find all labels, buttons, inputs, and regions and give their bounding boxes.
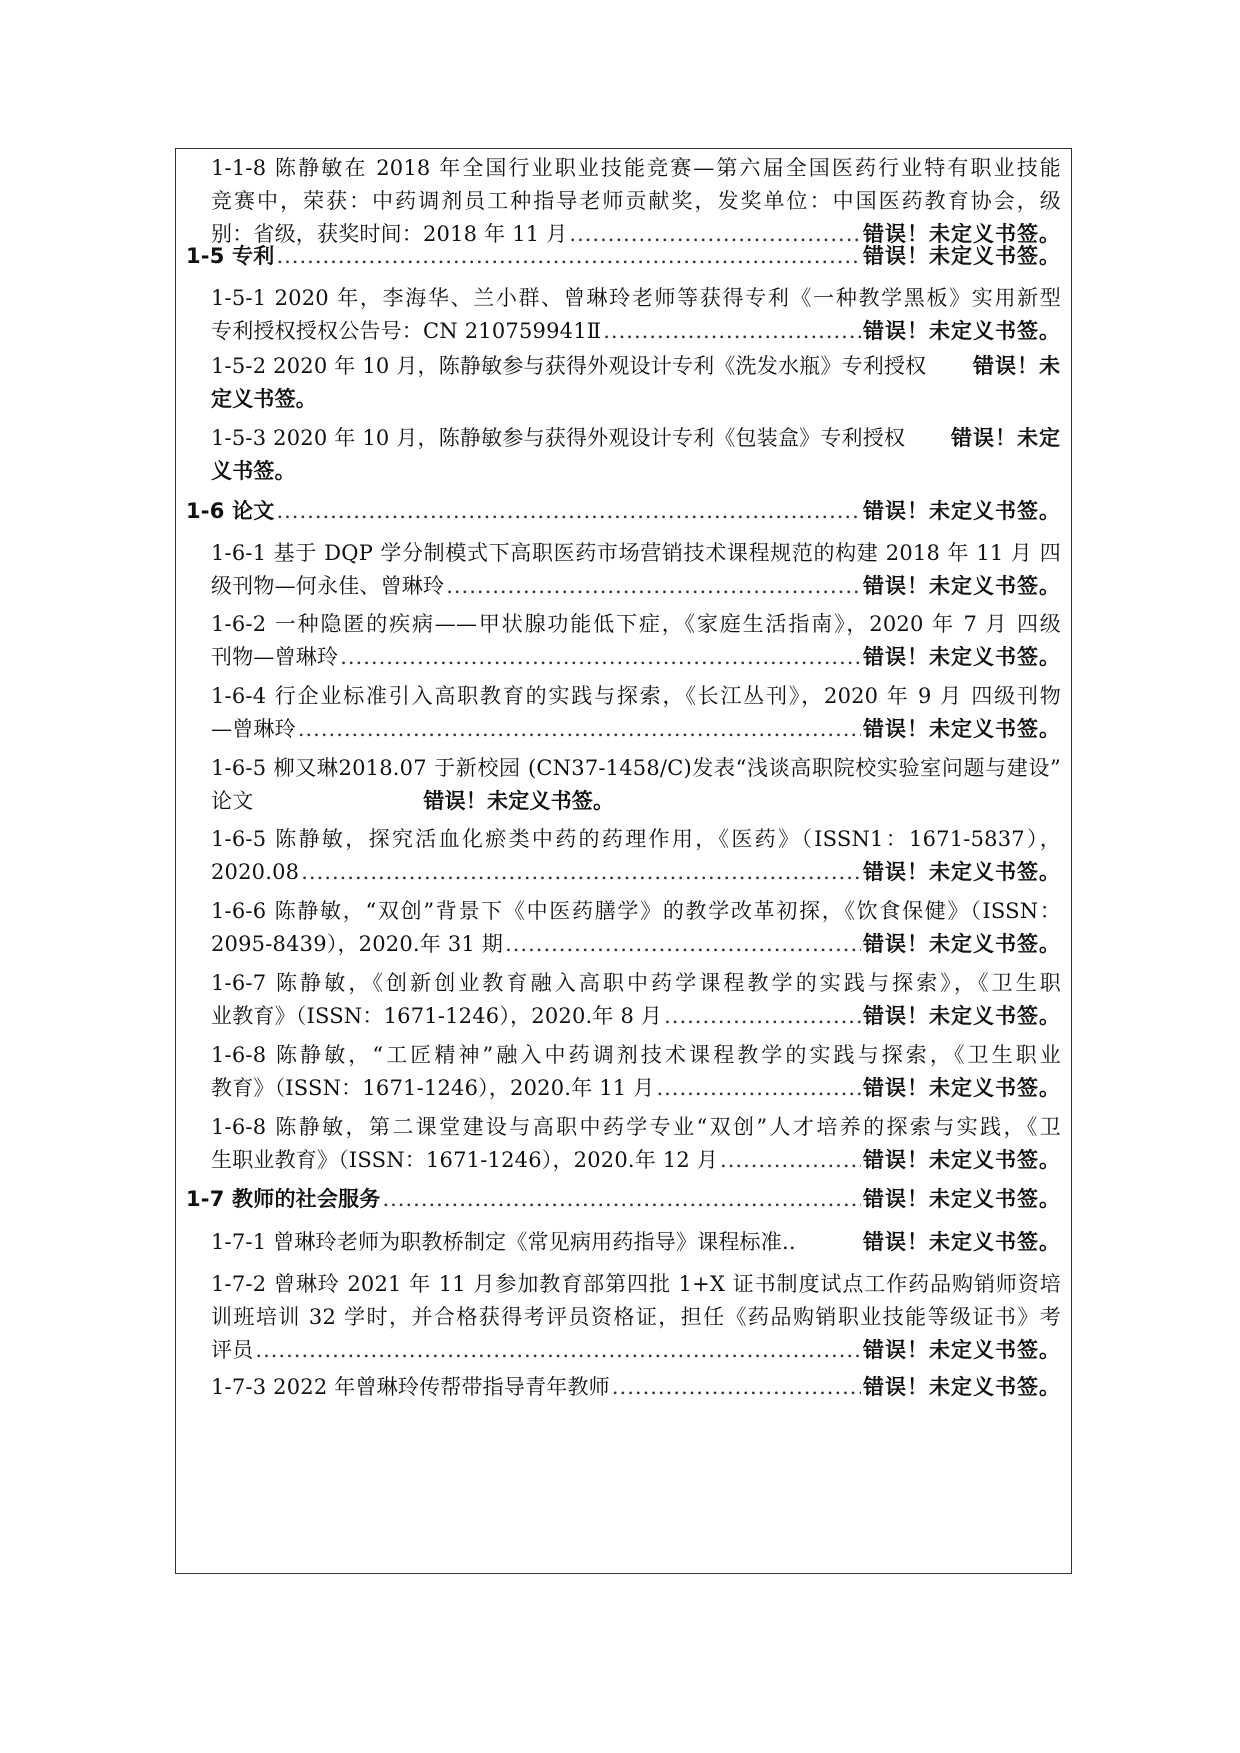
toc-line: 别：省级，获奖时间：2018 年 11 月 (211, 222, 568, 246)
section-heading: 1-6 论文 (186, 499, 275, 523)
toc-line: 1-6-2 一种隐匿的疾病——甲状腺功能低下症，《家庭生活指南》，2020 年 7 月 四级 (211, 612, 1061, 636)
error-text: 错误！未定义书签。 (863, 222, 1061, 246)
error-text: 错误！未定义书签。 (863, 1187, 1061, 1211)
toc-entry-1-6-6[interactable] (211, 895, 1061, 961)
toc-line: 2095-8439），2020.年 31 期 (211, 932, 504, 956)
toc-entry-1-5-2[interactable] (211, 350, 1061, 416)
error-text: 错误！未定义书签。 (863, 499, 1061, 523)
toc-line: 1-5-3 2020 年 10 月，陈静敏参与获得外观设计专利《包装盒》专利授权 (211, 426, 906, 450)
toc-entry-1-6-8b[interactable] (211, 1111, 1061, 1177)
toc-entry-1-6-5a[interactable] (211, 752, 1061, 818)
toc-line: 1-6-1 基于 DQP 学分制模式下高职医药市场营销技术课程规范的构建 2018 年 11 月 四 (211, 541, 1061, 565)
toc-line: 竞赛中，荣获：中药调剂员工种指导老师贡献奖，发奖单位：中国医药教育协会，级 (211, 189, 1061, 213)
toc-entry-1-1-8[interactable] (211, 152, 1061, 251)
leader-dots (255, 1334, 861, 1367)
leader-dots (612, 1371, 861, 1404)
leader-dots (656, 1072, 861, 1105)
error-text: 错误！未定义书签。 (863, 1004, 1061, 1028)
toc-entry-1-5-3[interactable] (211, 422, 1061, 488)
section-heading: 1-5 专利 (186, 244, 275, 268)
toc-line: 生职业教育》（ISSN：1671-1246），2020.年 12 月 (211, 1148, 719, 1172)
toc-line: 1-6-5 柳又琳2018.07 于新校园 (CN37-1458/C)发表“浅谈高职院校实验室问题与建设” (211, 756, 1061, 780)
toc-line: 训班培训 32 学时，并合格获得考评员资格证，担任《药品购销职业技能等级证书》考 (211, 1305, 1061, 1329)
toc-line: 刊物—曾琳玲 (211, 645, 339, 669)
leader-dots (340, 641, 861, 674)
toc-line: 1-6-5 陈静敏，探究活血化瘀类中药的药理作用，《医药》（ISSN1：1671-5837）， (211, 827, 1061, 851)
toc-entry-1-5[interactable] (186, 240, 1061, 273)
error-text-continued: 义书签。 (211, 459, 296, 483)
leader-dots (664, 1000, 861, 1033)
leader-dots (446, 570, 861, 603)
error-text: 错误！未定义书签。 (863, 932, 1061, 956)
toc-line: 1-1-8 陈静敏在 2018 年全国行业职业技能竞赛—第六届全国医药行业特有职业技能 (211, 156, 1061, 180)
error-text: 错误！未定 (951, 426, 1061, 450)
toc-line: 专利授权授权公告号：CN 210759941Ⅱ (211, 319, 602, 343)
toc-entry-1-6-1[interactable] (211, 537, 1061, 603)
toc-entry-1-6[interactable] (186, 495, 1061, 528)
toc-line: 1-7-3 2022 年曾琳玲传帮带指导青年教师 (211, 1375, 610, 1399)
error-text: 错误！未定义书签。 (863, 645, 1061, 669)
toc-entry-1-6-8a[interactable] (211, 1039, 1061, 1105)
error-text: 错误！未定义书签。 (863, 319, 1061, 343)
error-text: 错误！未定义书签。 (863, 1338, 1061, 1362)
leader-dots (603, 315, 861, 348)
toc-line: 评员 (211, 1338, 254, 1362)
toc-entry-1-7-1[interactable] (211, 1226, 1061, 1259)
toc-line: 2020.08 (211, 860, 300, 884)
leader-dots (276, 495, 861, 528)
toc-entry-1-7-3[interactable] (211, 1371, 1061, 1404)
toc-entry-1-5-1[interactable] (211, 282, 1061, 348)
section-heading: 1-7 教师的社会服务 (186, 1187, 381, 1211)
toc-line: 级刊物—何永佳、曾琳玲 (211, 574, 445, 598)
error-text-continued: 定义书签。 (211, 387, 317, 411)
error-text: 错误！未定义书签。 (863, 574, 1061, 598)
toc-entry-1-6-4[interactable] (211, 680, 1061, 746)
leader-dots (382, 1183, 861, 1216)
toc-line: 论文 (211, 789, 254, 813)
toc-line: 1-6-4 行企业标准引入高职教育的实践与探索，《长江丛刊》，2020 年 9 月 四级刊物 (211, 684, 1061, 708)
error-text: 错误！未定义书签。 (863, 717, 1061, 741)
leader-dots (276, 240, 861, 273)
toc-line: 1-6-7 陈静敏，《创新创业教育融入高职中药学课程教学的实践与探索》，《卫生职 (211, 971, 1061, 995)
error-text: 错误！未定义书签。 (863, 860, 1061, 884)
error-text: 错误！未定义书签。 (863, 244, 1061, 268)
toc-line: 1-7-2 曾琳玲 2021 年 11 月参加教育部第四批 1+X 证书制度试点工作药品购销师资培 (211, 1272, 1061, 1296)
toc-line: 1-6-8 陈静敏，“工匠精神”融入中药调剂技术课程教学的实践与探索，《卫生职业 (211, 1043, 1061, 1067)
toc-line: —曾琳玲 (211, 717, 296, 741)
toc-line: 1-6-6 陈静敏，“双创”背景下《中医药膳学》的教学改革初探，《饮食保健》（ISSN： (211, 899, 1061, 923)
toc-line: 1-6-8 陈静敏，第二课堂建设与高职中药学专业“双创”人才培养的探索与实践，《卫 (211, 1115, 1061, 1139)
error-text: 错误！未定义书签。 (423, 789, 615, 813)
leader-dots (301, 856, 861, 889)
toc-entry-1-6-5b[interactable] (211, 823, 1061, 889)
toc-line: 1-5-2 2020 年 10 月，陈静敏参与获得外观设计专利《洗发水瓶》专利授权 (211, 354, 927, 378)
toc-line: 教育》（ISSN：1671-1246），2020.年 11 月 (211, 1076, 655, 1100)
toc-line: 业教育》（ISSN：1671-1246），2020.年 8 月 (211, 1004, 663, 1028)
leader-dots (298, 713, 861, 746)
toc-line: 1-5-1 2020 年，李海华、兰小群、曾琳玲老师等获得专利《一种教学黑板》实用新型 (211, 286, 1061, 310)
error-text: 错误！未定义书签。 (863, 1076, 1061, 1100)
error-text: 错误！未定义书签。 (863, 1230, 1061, 1254)
leader-dots (720, 1144, 861, 1177)
error-text: 错误！未定义书签。 (863, 1148, 1061, 1172)
toc-line: 1-7-1 曾琳玲老师为职教桥制定《常见病用药指导》课程标准.. (211, 1230, 796, 1254)
toc-entry-1-6-2[interactable] (211, 608, 1061, 674)
toc-entry-1-6-7[interactable] (211, 967, 1061, 1033)
leader-dots (505, 928, 861, 961)
error-text: 错误！未定义书签。 (863, 1375, 1061, 1399)
toc-entry-1-7[interactable] (186, 1183, 1061, 1216)
error-text: 错误！未 (973, 354, 1061, 378)
toc-entry-1-7-2[interactable] (211, 1268, 1061, 1367)
